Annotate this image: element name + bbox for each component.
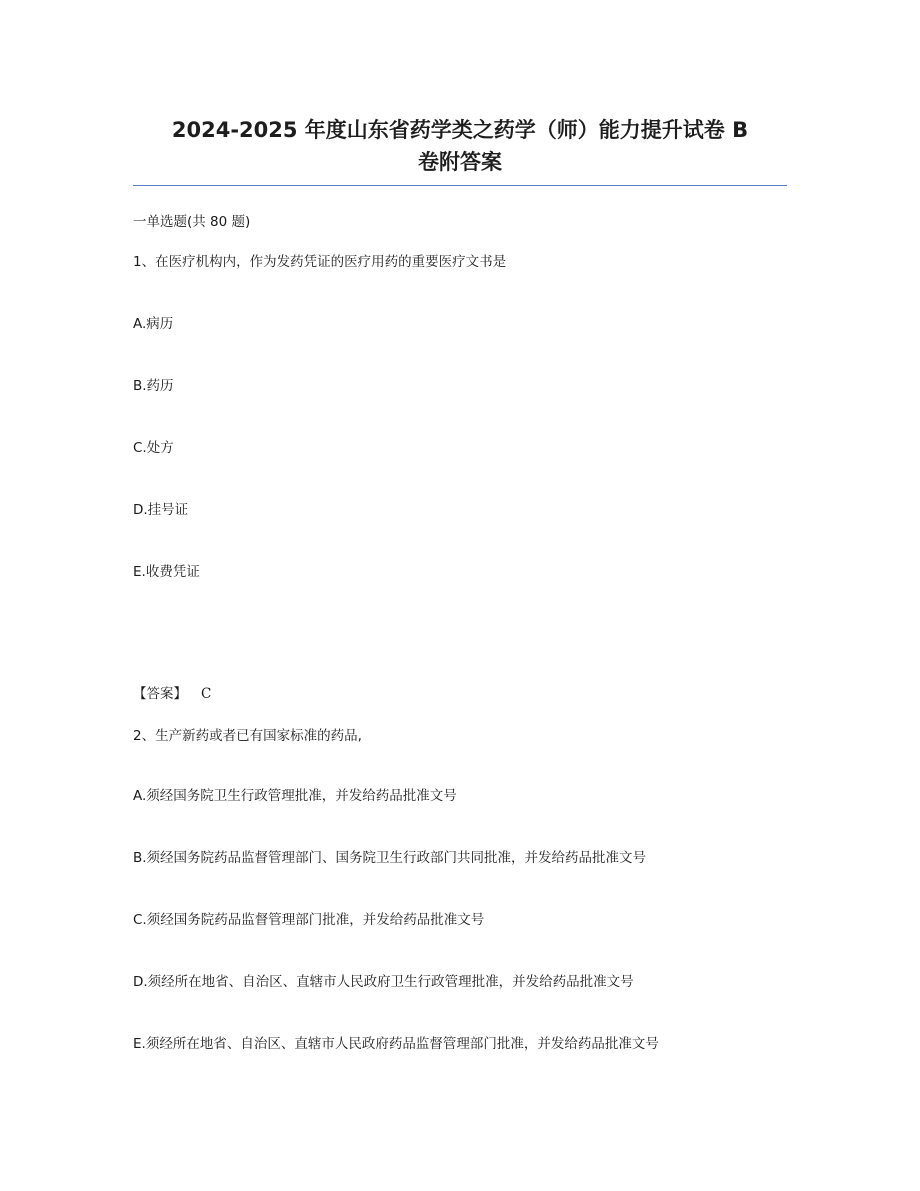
section-label: 一单选题(共 80 题) — [133, 214, 251, 230]
document-title — [120, 114, 800, 178]
question-2-option-e: E.须经所在地省、自治区、直辖市人民政府药品监督管理部门批准，并发给药品批准文号 — [133, 1036, 659, 1052]
question-1-option-b: B.药历 — [133, 378, 174, 394]
question-2-option-d: D.须经所在地省、自治区、直辖市人民政府卫生行政管理批准，并发给药品批准文号 — [133, 974, 634, 990]
question-1-option-e: E.收费凭证 — [133, 564, 200, 580]
question-1-option-a: A.病历 — [133, 316, 174, 332]
title-divider — [133, 185, 787, 186]
question-1-stem: 1、在医疗机构内，作为发药凭证的医疗用药的重要医疗文书是 — [133, 254, 507, 270]
question-1-option-d: D.挂号证 — [133, 502, 189, 518]
question-1-option-c: C.处方 — [133, 440, 174, 456]
question-2-option-c: C.须经国务院药品监督管理部门批准，并发给药品批准文号 — [133, 912, 485, 928]
question-2-option-b: B.须经国务院药品监督管理部门、国务院卫生行政部门共同批准，并发给药品批准文号 — [133, 850, 647, 866]
question-2-option-a: A.须经国务院卫生行政管理批准，并发给药品批准文号 — [133, 788, 457, 804]
question-1-answer — [133, 684, 211, 704]
answer-value: C — [201, 686, 212, 702]
title-line-2: 卷附答案 — [418, 150, 502, 174]
answer-label: 【答案】 — [133, 686, 187, 702]
title-line-1: 2024-2025 年度山东省药学类之药学（师）能力提升试卷 B — [171, 118, 749, 142]
question-2-stem: 2、生产新药或者已有国家标准的药品, — [133, 728, 362, 744]
